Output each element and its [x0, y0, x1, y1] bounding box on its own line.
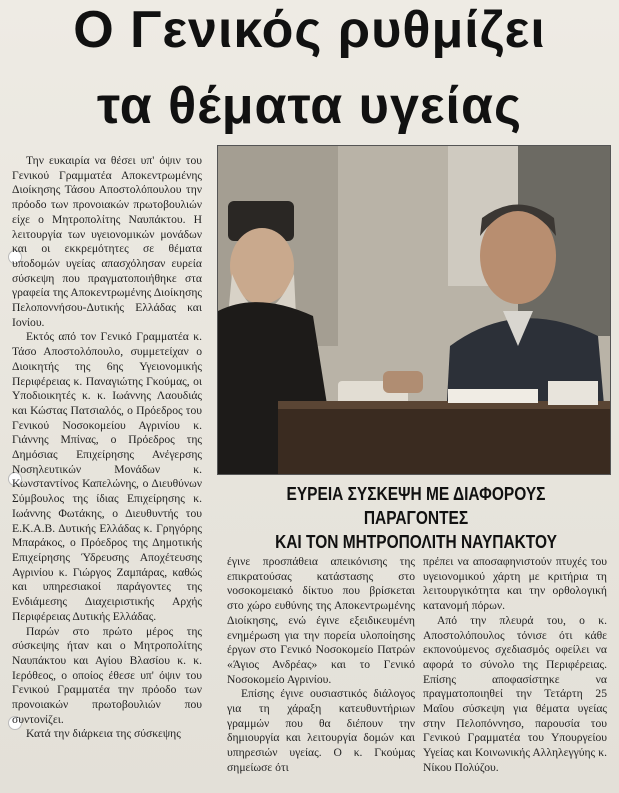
headline-line-1: Ο Γενικός ρυθμίζει	[73, 1, 546, 59]
caption-line-2: ΚΑΙ ΤΟΝ ΜΗΤΡΟΠΟΛΙΤΗ ΝΑΥΠΑΚΤΟΥ	[275, 532, 557, 552]
photo-meeting-icon	[218, 146, 610, 474]
article-paragraph: Επίσης έγινε ουσιαστικός διάλογος για τη χάραξη κατευθυντήριων γραμμών που θα διέπουν την δημιουργία και λειτουργία δομών και υπηρεσιών υγείας. Ο κ. Γκούμας σημείωσε ότι	[227, 687, 415, 774]
article-column-2	[227, 555, 415, 776]
article-paragraph: Κατά την διάρκεια της σύσκεψης	[26, 727, 181, 741]
caption-line-1: ΕΥΡΕΙΑ ΣΥΣΚΕΨΗ ΜΕ ΔΙΑΦΟΡΟΥΣ ΠΑΡΑΓΟΝΤΕΣ	[286, 484, 546, 528]
article-paragraph: Παρών στο πρώτο μέρος της σύσκεψης ήταν και ο Μητροπολίτης Ναυπάκτου και Αγίου Βλασίου κ. κ. Ιερόθεος, ο οποίος έθεσε υπ' όψιν του Γενικού Γραμματέα την πρόοδο των προνοιακών πρωτοβουλιών που συντονίζει.	[12, 624, 202, 726]
meeting-photo	[217, 145, 611, 475]
article-paragraph: Εκτός από τον Γενικό Γραμματέα κ. Τάσο Αποστολόπουλο, συμμετείχαν ο Διοικητής της 6ης Υγειονομικής Περιφέρειας κ. Παναγιώτης Γκούμας, οι Υποδιοικητές κ. κ. Ιωάννης Λαουδιάς και Κώστας Πατσιαλός, ο Πρόεδρος του Γενικού Νοσοκομείου Αγρινίου κ. Γιάννης Μπίνας, ο Πρόεδρος της Δημόσιας Επιχείρησης Ανέγερσης Νοσηλευτικών Μονάδων κ. Κωνσταντίνος Καπελώνης, ο Διευθύνων Σύμβουλος της ίδιας Επιχείρησης κ. Ιωάννης Φωτάκης, ο Διευθυντής του Ε.Κ.Α.Β. Δυτικής Ελλάδας κ. Γρηγόρης Μπαράκος, ο Πρόεδρος της Δημοτικής Επιχείρησης Ύδρευσης Αποχέτευσης Αγρινίου κ. Γιώργος Ζαμπάρας, καθώς και υπηρεσιακοί παράγοντες της Ενδιάμεσης Διαχειριστικής Αρχής Περιφέρειας Δυτικής Ελλάδας.	[12, 330, 202, 623]
article-column-1	[12, 154, 202, 742]
headline-line-2: τα θέματα υγείας	[96, 77, 523, 135]
article-paragraph: Την ευκαιρία να θέσει υπ' όψιν του Γενικού Γραμματέα Αποκεντρωμένης Διοίκησης Τάσου Αποστολόπουλου την πρόοδο των προνοιακών πρωτοβουλιών είχε ο Μητροπολίτης Ναυπάκτου. Η λειτουργία των υγειονομικών μονάδων και οι εκκρεμότητες σε θέματα υποδομών υγείας απασχόλησαν ευρεία σύσκεψη που πραγματοποιήθηκε στα γραφεία της Αποκεντρωμένης Διοίκησης Πελοποννήσου-Δυτικής Ελλάδας και Ιονίου.	[12, 154, 202, 329]
article-paragraph: Από την πλευρά του, ο κ. Αποστολόπουλος τόνισε ότι κάθε εκπονούμενος σχεδιασμός οφείλει να αφορά το σύνολο της Περιφέρειας. Επίσης αποφασίστηκε να πραγματοποιηθεί την Τετάρτη 25 Μαΐου σύσκεψη για θέματα υγείας στην Πελοπόννησο, παρουσία του Γενικού Γραμματέα του Υπουργείου Υγείας και Κοινωνικής Αλληλεγγύης κ. Νίκου Πολύζου.	[423, 613, 607, 774]
photo-caption	[249, 482, 583, 554]
article-paragraph: έγινε προσπάθεια απεικόνισης της επικρατούσας κατάστασης στο νοσοκομειακό δίκτυο που βρίσκεται στο χώρο ευθύνης της Αποκεντρωμένης Διοίκησης, ενώ έγινε εξειδικευμένη ενημέρωση για την πορεία υλοποίησης έργων στο Γενικό Νοσοκομείο Πατρών «Άγιος Ανδρέας» και το Γενικό Νοσοκομείο Αγρινίου.	[227, 555, 415, 686]
article-paragraph: πρέπει να αποσαφηνιστούν πτυχές του υγειονομικού χάρτη με κριτήρια τη λειτουργικότητα και την ορθολογική κατανομή πόρων.	[423, 555, 607, 613]
article-column-3	[423, 555, 607, 776]
